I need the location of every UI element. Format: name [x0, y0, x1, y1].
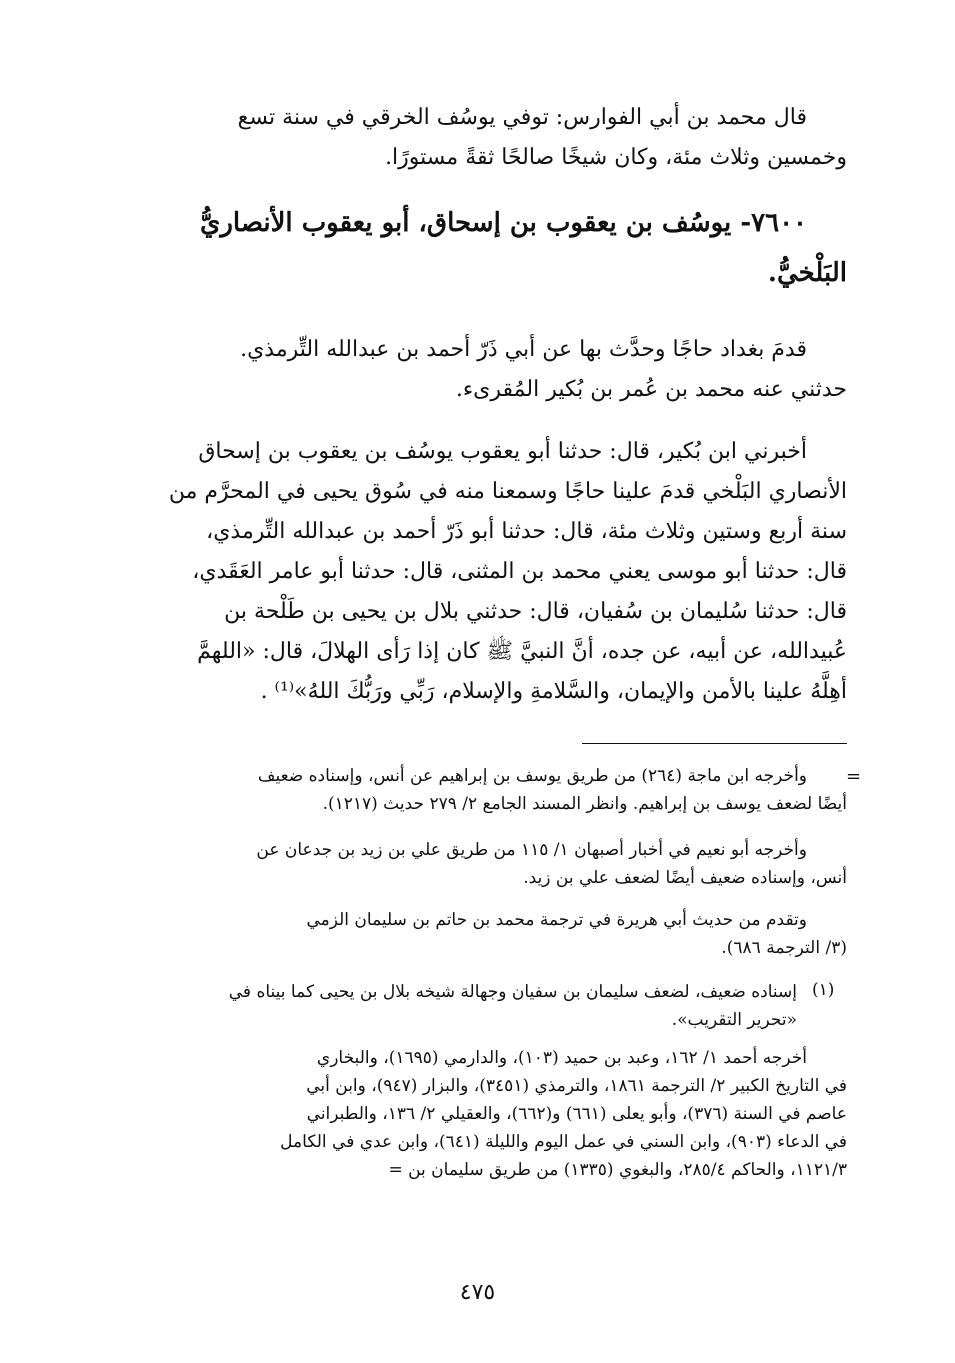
- text-line: الأنصاري البَلْخي قدمَ علينا حاجًا وسمعنا منه في سُوق يحيى في المحرَّم من: [168, 479, 847, 504]
- footnote-line: وتقدم من حديث أبي هريرة في ترجمة محمد بن حاتم بن سليمان الزمي: [306, 910, 807, 930]
- footnote-line: وأخرجه أبو نعيم في أخبار أصبهان ١/ ١١٥ من طريق علي بن زيد بن جدعان عن: [256, 840, 807, 860]
- text-line: قدمَ بغداد حاجًا وحدَّث بها عن أبي ذَرّ أحمد بن عبدالله التِّرمذي.: [240, 337, 807, 362]
- heading-line: ٧٦٠٠- يوسُف بن يعقوب بن إسحاق، أبو يعقوب الأنصاريُّ: [199, 208, 807, 238]
- footnote-line: أيضًا لضعف يوسف بن إبراهيم. وانظر المسند الجامع ٢/ ٢٧٩ حديث (١٢١٧).: [322, 794, 847, 814]
- footnote-divider: [582, 743, 847, 744]
- footnote-continued-ibnmajah: [135, 762, 847, 818]
- footnote-line: «تحرير التقريب».: [671, 1010, 797, 1030]
- heading-line: البَلْخيُّ.: [767, 258, 847, 288]
- text-line: أخبرني ابن بُكير، قال: حدثنا أبو يعقوب يوسُف بن يعقوب بن إسحاق: [198, 439, 807, 464]
- footnote-continued-abuhurayra: [135, 906, 847, 962]
- footnote-line: ١١٢١/٣، والحاكم ٢٨٥/٤، والبغوي (١٣٣٥) من طريق سليمان بن =: [388, 1160, 847, 1180]
- footnote-line: (٣/ الترجمة ٦٨٦).: [721, 938, 847, 958]
- footnote-line: في الدعاء (٩٠٣)، وابن السني في عمل اليوم والليلة (٦٤١)، وابن عدي في الكامل: [280, 1132, 847, 1152]
- footnote-continued-abunuaym: [135, 836, 847, 892]
- continuation-marker: =: [846, 766, 862, 787]
- text-line: وخمسين وثلاث مئة، وكان شيخًا صالحًا ثقةً مستورًا.: [385, 145, 847, 170]
- footnote-line: إسناده ضعيف، لضعف سليمان بن سفيان وجهالة شيخه بلال بن يحيى كما بيناه في: [228, 982, 797, 1002]
- text-line: حدثني عنه محمد بن عُمر بن بُكير المُقرىء.: [455, 377, 847, 402]
- page-number: ٤٧٥: [459, 1280, 496, 1305]
- footnote-1-sources: [135, 1044, 847, 1184]
- text-line: قال: حدثنا سُليمان بن سُفيان، قال: حدثني بلال بن يحيى بن طَلْحة بن: [224, 599, 847, 624]
- text-line: عُبيدالله، عن أبيه، عن جده، أنَّ النبيَّ ﷺ كان إذا رَأى الهلالَ، قال: «اللهمَّ: [197, 639, 847, 664]
- footnote-1-grading: [135, 978, 797, 1034]
- entry-heading: [135, 198, 847, 298]
- paragraph-biography: [135, 330, 847, 410]
- footnote-line: وأخرجه ابن ماجة (٢٦٤) من طريق يوسف بن إبراهيم عن أنس، وإسناده ضعيف: [257, 766, 807, 786]
- footnote-line: في التاريخ الكبير ٢/ الترجمة ١٨٦١، والترمذي (٣٤٥١)، والبزار (٩٤٧)، وابن أبي: [306, 1076, 847, 1096]
- footnote-line: عاصم في السنة (٣٧٦)، وأبو يعلى (٦٦١) و(٦٦٢)، والعقيلي ٢/ ١٣٦، والطبراني: [306, 1104, 847, 1124]
- text-line: سنة أربع وستين وثلاث مئة، قال: حدثنا أبو ذَرّ أحمد بن عبدالله التِّرمذي،: [206, 519, 847, 544]
- text-line: أهِلَّهُ علينا بالأمن والإيمان، والسَّلامةِ والإسلام، رَبِّي ورَبُّكَ اللهُ»⁽¹⁾ .: [260, 679, 847, 704]
- text-line: قال: حدثنا أبو موسى يعني محمد بن المثنى، قال: حدثنا أبو عامر العَقَدي،: [192, 559, 847, 584]
- paragraph-death-note: [135, 98, 847, 178]
- footnote-line: أخرجه أحمد ١/ ١٦٢، وعبد بن حميد (١٠٣)، والدارمي (١٦٩٥)، والبخاري: [316, 1048, 807, 1068]
- footnote-number: (١): [812, 980, 835, 1000]
- text-line: قال محمد بن أبي الفوارس: توفي يوسُف الخرقي في سنة تسع: [237, 105, 807, 130]
- footnote-line: أنس، وإسناده ضعيف أيضًا لضعف علي بن زيد.: [523, 868, 847, 888]
- paragraph-hadith: [135, 432, 847, 712]
